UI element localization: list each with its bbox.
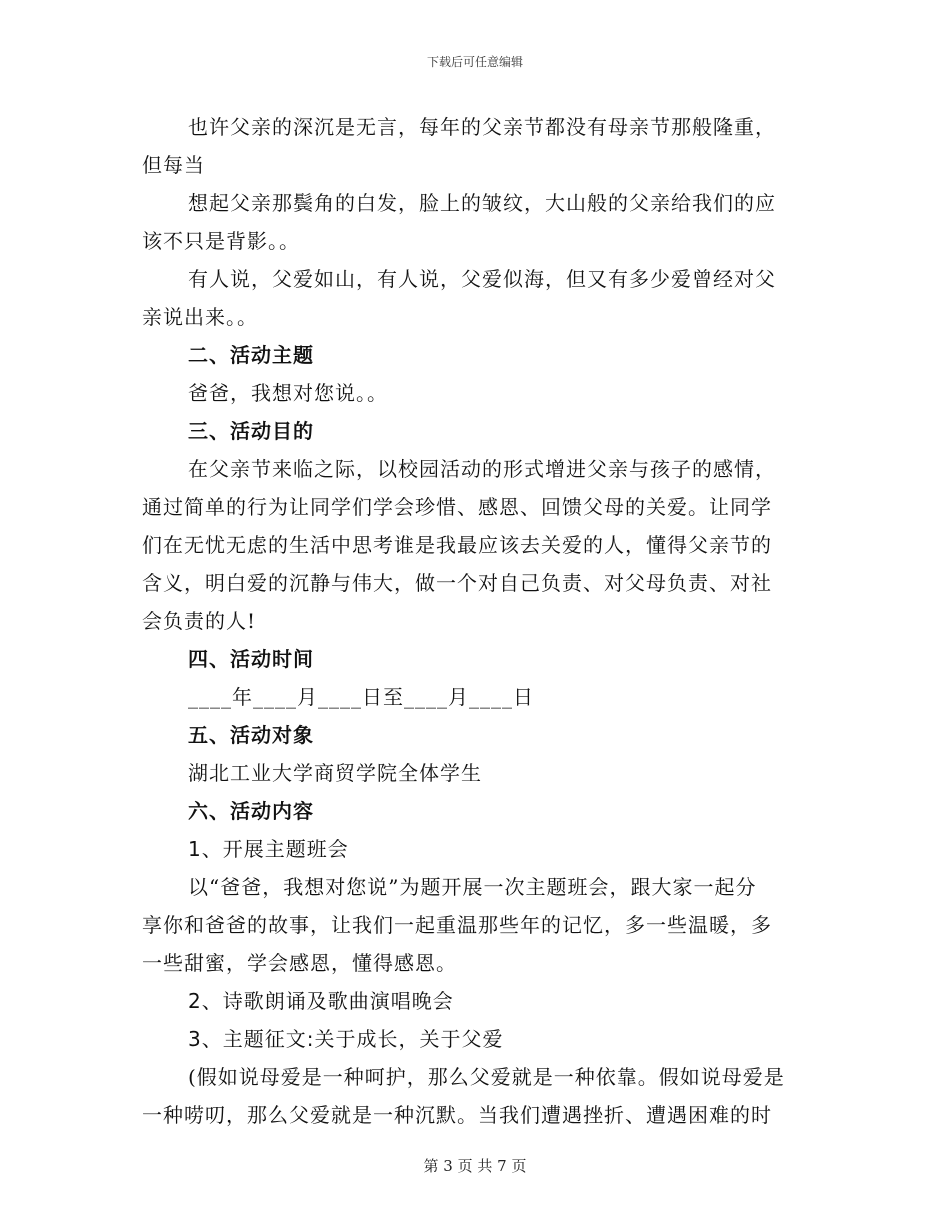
section-heading-time: 四、活动时间 (188, 647, 314, 671)
paragraph-line: 但每当 (142, 153, 205, 177)
subheading-poetry-evening: 2、诗歌朗诵及歌曲演唱晚会 (188, 989, 454, 1013)
paragraph-line: 亲说出来。。 (142, 305, 258, 329)
date-blank-line: ____年____月____日至____月____日 (188, 685, 534, 709)
section-heading-purpose: 三、活动目的 (188, 419, 314, 443)
paragraph-line: 一种唠叨，那么父爱就是一种沉默。当我们遭遇挫折、遭遇困难的时 (142, 1103, 772, 1127)
paragraph-line: 一些甜蜜，学会感恩，懂得感恩。 (142, 951, 457, 975)
paragraph-line: 会负责的人! (142, 609, 257, 633)
section-heading-content: 六、活动内容 (188, 799, 314, 823)
paragraph-line: 们在无忧无虑的生活中思考谁是我最应该去关爱的人，懂得父亲节的 (142, 533, 772, 557)
paragraph-line: (假如说母爱是一种呵护，那么父爱就是一种依靠。假如说母爱是 (188, 1065, 785, 1089)
paragraph-line: 含义，明白爱的沉静与伟大，做一个对自己负责、对父母负责、对社 (142, 571, 772, 595)
section-heading-audience: 五、活动对象 (188, 723, 314, 747)
paragraph-line: 在父亲节来临之际，以校园活动的形式增进父亲与孩子的感情， (188, 457, 776, 481)
paragraph-line: 也许父亲的深沉是无言，每年的父亲节都没有母亲节那般隆重， (188, 115, 776, 139)
page-number: 第 3 页 共 7 页 (423, 1157, 527, 1175)
paragraph-line: 该不只是背影。。 (142, 229, 300, 253)
header-note: 下载后可任意编辑 (426, 55, 523, 69)
paragraph-line: 爸爸，我想对您说。。 (188, 381, 388, 405)
paragraph-line: 有人说，父爱如山，有人说，父爱似海，但又有多少爱曾经对父 (188, 267, 776, 291)
paragraph-line: 通过简单的行为让同学们学会珍惜、感恩、回馈父母的关爱。让同学 (142, 495, 772, 519)
section-heading-theme: 二、活动主题 (188, 343, 314, 367)
paragraph-line: 想起父亲那鬓角的白发，脸上的皱纹，大山般的父亲给我们的应 (188, 191, 776, 215)
document-body (142, 108, 810, 1134)
subheading-essay-contest: 3、主题征文:关于成长，关于父爱 (188, 1027, 504, 1051)
subheading-class-meeting: 1、开展主题班会 (188, 837, 349, 861)
paragraph-line: 以“爸爸，我想对您说”为题开展一次主题班会，跟大家一起分 (188, 875, 757, 899)
paragraph-line: 湖北工业大学商贸学院全体学生 (188, 761, 482, 785)
paragraph-line: 享你和爸爸的故事，让我们一起重温那些年的记忆，多一些温暖，多 (142, 913, 772, 937)
